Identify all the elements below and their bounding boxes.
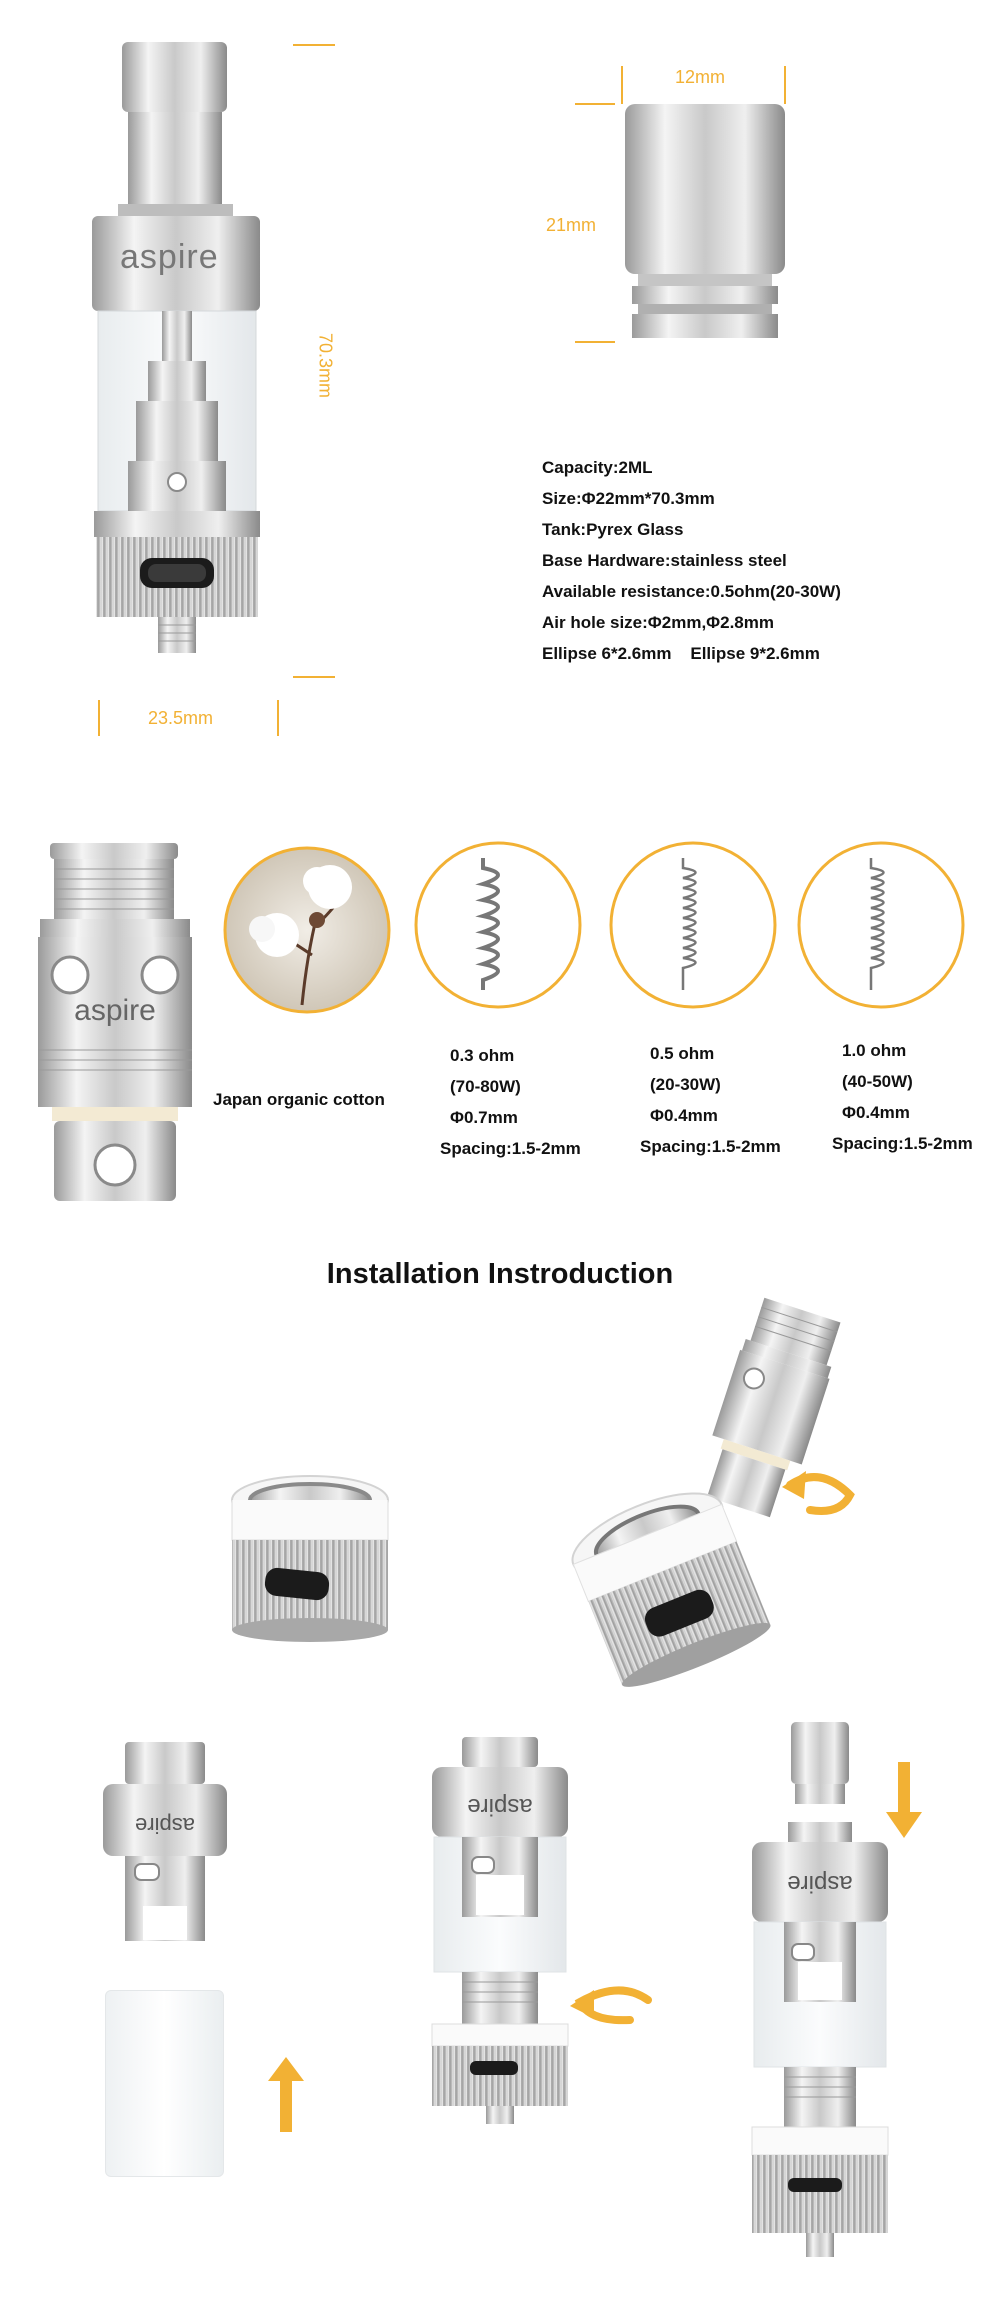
coil-spec-2 <box>640 1038 781 1162</box>
dim-tick-left <box>98 700 100 736</box>
tank-icon <box>80 30 310 680</box>
tip-line-top <box>575 103 615 105</box>
coil-spec-1 <box>440 1040 581 1164</box>
tip-line-bottom <box>575 341 615 343</box>
dim-line-bottom <box>293 676 335 678</box>
install-brand-logo: aspire <box>467 1793 533 1820</box>
coil-brand-logo: aspire <box>74 994 156 1027</box>
dim-line-top <box>293 44 335 46</box>
coil-spec-3 <box>832 1035 973 1159</box>
rotate-arrow-icon <box>780 1465 860 1525</box>
install-brand-logo: aspire <box>135 1813 195 1838</box>
coil-wire: Φ0.4mm <box>842 1103 910 1122</box>
up-arrow-icon <box>266 2055 306 2135</box>
coil-spacing: Spacing:1.5-2mm <box>832 1134 973 1153</box>
coil-ohm: 0.3 ohm <box>450 1046 515 1065</box>
tank-height-label: 70.3mm <box>315 332 336 399</box>
coil-watt: (70-80W) <box>450 1077 521 1096</box>
tank-width-label: 23.5mm <box>148 708 214 728</box>
coil-watt: (20-30W) <box>650 1075 721 1094</box>
install-base-icon <box>225 1470 395 1645</box>
tip-width-label: 12mm <box>675 67 726 87</box>
spec-list <box>542 452 841 669</box>
coil-head-icon <box>30 835 200 1210</box>
cotton-label: Japan organic cotton <box>213 1090 385 1109</box>
tank-brand-logo: aspire <box>120 238 219 276</box>
spec-ellipse: Ellipse 6*2.6mm Ellipse 9*2.6mm <box>542 644 820 663</box>
coil-spacing: Spacing:1.5-2mm <box>640 1137 781 1156</box>
spec-tank: Tank:Pyrex Glass <box>542 520 684 539</box>
coil-wire: Φ0.7mm <box>450 1108 518 1127</box>
cotton-icon <box>222 845 392 1015</box>
spec-resistance: Available resistance:0.5ohm(20-30W) <box>542 582 841 601</box>
wire-coil-icon <box>413 840 583 1010</box>
coil-wire: Φ0.4mm <box>650 1106 718 1125</box>
rotate-arrow-icon <box>560 1980 652 2030</box>
install-heading: Installation Instroduction <box>326 1258 674 1290</box>
tank-icon <box>420 1735 580 2125</box>
install-top-icon <box>95 1740 235 1945</box>
install-base-icon <box>575 1490 765 1690</box>
coil-ohm: 0.5 ohm <box>650 1044 715 1063</box>
drip-tip-icon <box>620 100 790 345</box>
tank-icon <box>740 1820 900 2280</box>
drip-tip-icon <box>785 1720 855 1810</box>
coil-ohm: 1.0 ohm <box>842 1041 907 1060</box>
tip-tick-left <box>621 66 623 104</box>
spec-size: Size:Φ22mm*70.3mm <box>542 489 715 508</box>
dim-tick-right <box>277 700 279 736</box>
coil-spacing: Spacing:1.5-2mm <box>440 1139 581 1158</box>
spec-capacity: Capacity:2ML <box>542 458 653 477</box>
tip-tick-right <box>784 66 786 104</box>
spec-base-hardware: Base Hardware:stainless steel <box>542 551 787 570</box>
wire-coil-icon <box>608 840 778 1010</box>
install-brand-logo: aspire <box>787 1870 853 1897</box>
wire-coil-icon <box>796 840 966 1010</box>
spec-air-hole: Air hole size:Φ2mm,Φ2.8mm <box>542 613 774 632</box>
glass-tube <box>105 1990 224 2177</box>
tip-height-label: 21mm <box>546 215 597 235</box>
coil-watt: (40-50W) <box>842 1072 913 1091</box>
